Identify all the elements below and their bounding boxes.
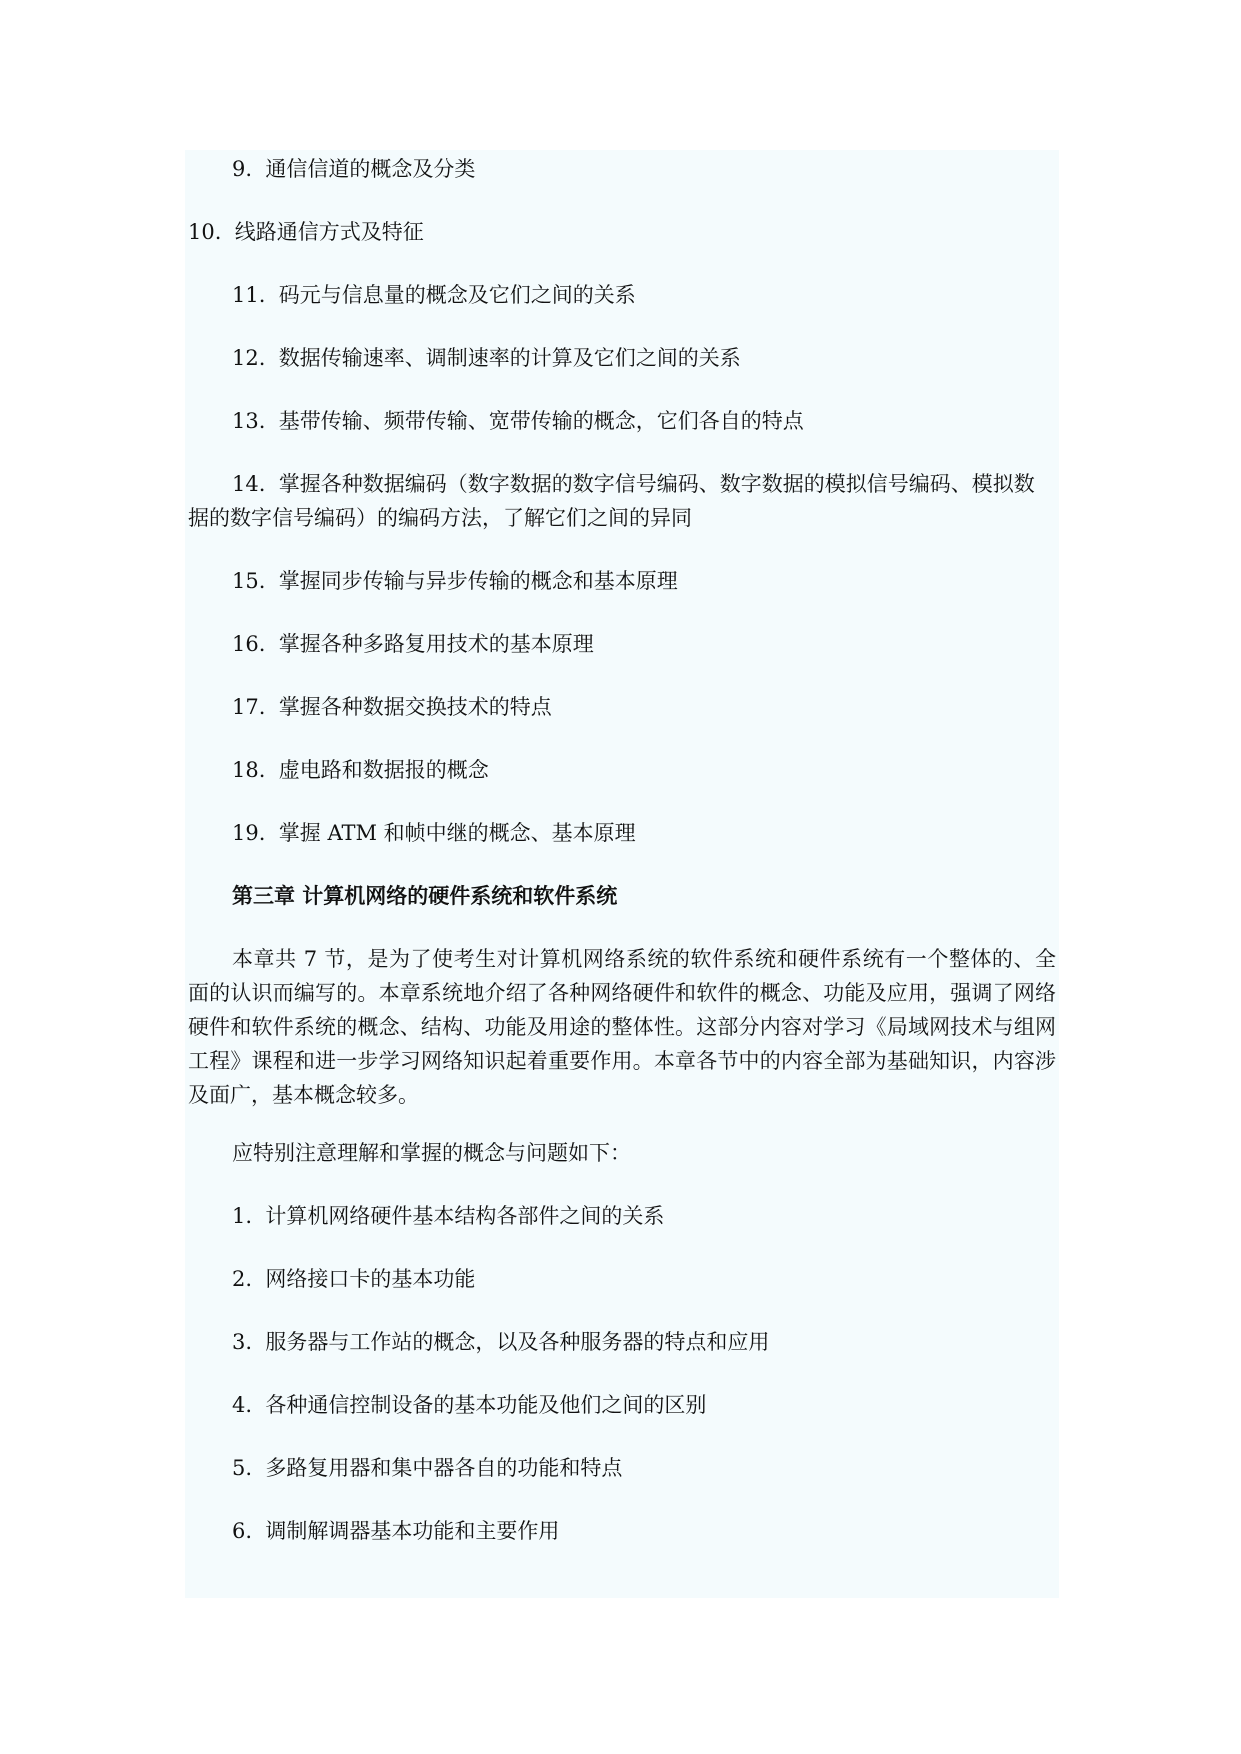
item-number: 15. [232,569,266,593]
item-text: 掌握各种数据编码（数字数据的数字信号编码、数字数据的模拟信号编码、模拟数 [278,472,1035,496]
list-item [185,1451,1106,1485]
list-item [185,467,1106,501]
item-text: 通信信道的概念及分类 [265,157,476,181]
chapter-title: 第三章 计算机网络的硬件系统和软件系统 [232,883,618,908]
item-number: 6. [232,1519,253,1543]
item-number: 13. [232,409,266,433]
item-number: 18. [232,758,266,782]
item-text: 服务器与工作站的概念，以及各种服务器的特点和应用 [265,1330,770,1354]
item-text: 各种通信控制设备的基本功能及他们之间的区别 [265,1393,707,1417]
item-text: 虚电路和数据报的概念 [278,758,489,782]
item-text: 掌握各种数据交换技术的特点 [278,695,552,719]
item-number: 9. [232,157,253,181]
list-item [185,690,1106,724]
list-item [185,152,1106,186]
item-number: 1. [232,1204,253,1228]
item-number: 4. [232,1393,253,1417]
list-item [185,627,1106,661]
item-text: 数据传输速率、调制速率的计算及它们之间的关系 [278,346,741,370]
list-item-continuation [185,501,1062,535]
list-item [185,564,1106,598]
item-number: 19. [232,821,266,845]
list-item [185,1199,1106,1233]
document-panel [185,150,1059,1598]
item-number: 17. [232,695,266,719]
list-item [185,404,1106,438]
item-text: 线路通信方式及特征 [234,220,424,244]
item-number: 5. [232,1456,253,1480]
list-item [185,215,1062,249]
item-text: 码元与信息量的概念及它们之间的关系 [278,283,636,307]
item-number: 14. [232,472,266,496]
item-number: 16. [232,632,266,656]
item-number: 11. [232,283,266,307]
list-item [185,753,1106,787]
item-text-continued: 据的数字信号编码）的编码方法，了解它们之间的异同 [188,506,692,530]
item-text: 掌握各种多路复用技术的基本原理 [278,632,594,656]
list-item [185,816,1106,850]
item-text: 掌握 ATM 和帧中继的概念、基本原理 [278,821,636,845]
item-text: 计算机网络硬件基本结构各部件之间的关系 [265,1204,665,1228]
item-text: 调制解调器基本功能和主要作用 [265,1519,560,1543]
item-number: 12. [232,346,266,370]
item-number: 3. [232,1330,253,1354]
list-item [185,1388,1106,1422]
list-item [185,1262,1106,1296]
list-item [185,341,1106,375]
item-text: 掌握同步传输与异步传输的概念和基本原理 [278,569,678,593]
list-lead-text: 应特别注意理解和掌握的概念与问题如下： [232,1141,631,1165]
chapter-intro-paragraph: 本章共 7 节，是为了使考生对计算机网络系统的软件系统和硬件系统有一个整体的、全面的认识而编写的。本章系统地介绍了各种网络硬件和软件的概念、功能及应用，强调了网络硬件和软件系统的概念、结构、功能及用途的整体性。这部分内容对学习《局域网技术与组网工程》课程和进一步学习网络知识起着重要作用。本章各节中的内容全部为基础知识，内容涉及面广，基本概念较多。 [188,947,1056,1107]
item-text: 网络接口卡的基本功能 [265,1267,476,1291]
item-text: 多路复用器和集中器各自的功能和特点 [265,1456,623,1480]
item-number: 10. [188,220,222,244]
list-item [185,1514,1106,1548]
list-item [185,1325,1106,1359]
list-item [185,278,1106,312]
item-text: 基带传输、频带传输、宽带传输的概念，它们各自的特点 [278,409,804,433]
item-number: 2. [232,1267,253,1291]
